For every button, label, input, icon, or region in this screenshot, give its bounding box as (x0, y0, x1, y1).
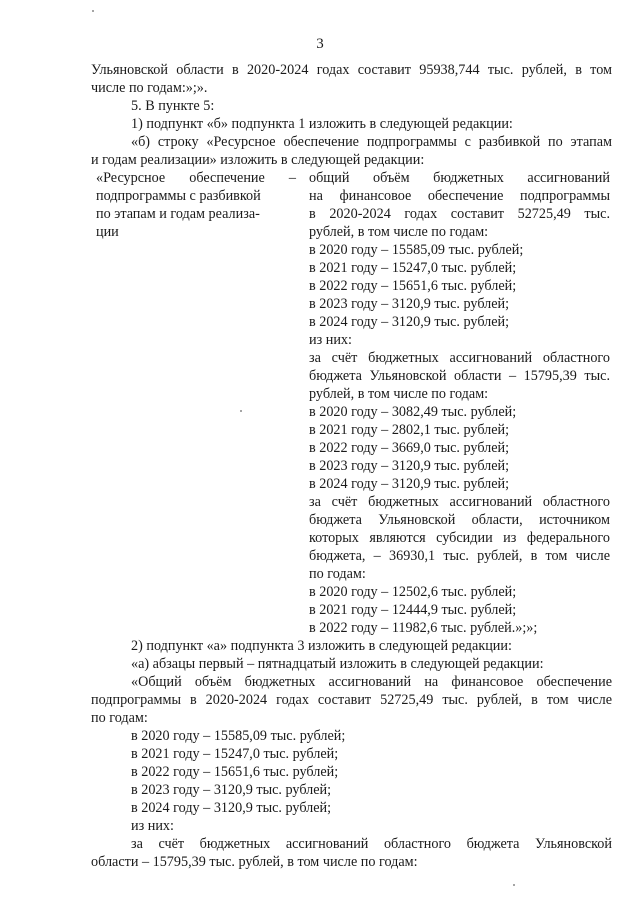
item-5-heading: 5. В пункте 5: (131, 98, 215, 114)
year-line: в 2021 году – 15247,0 тыс. рублей; (131, 746, 339, 762)
year-line: в 2020 году – 15585,09 тыс. рублей; (131, 728, 346, 744)
total-paragraph-line: «Общий объём бюджетных ассигнований на финансовое обеспечение (131, 674, 612, 690)
scan-speck (513, 884, 515, 886)
table-right-line: бюджета, – 36930,1 тыс. рублей, в том числе (309, 548, 610, 564)
of-them-label: из них: (131, 818, 174, 834)
table-right-line: на финансовое обеспечение подпрограммы (309, 188, 610, 204)
table-right-line: в 2024 году – 3120,9 тыс. рублей; (309, 476, 510, 492)
table-right-line: в 2022 году – 3669,0 тыс. рублей; (309, 440, 510, 456)
table-right-line: в 2020 году – 3082,49 тыс. рублей; (309, 404, 517, 420)
table-left-line: ции (96, 224, 119, 240)
table-right-line: в 2021 году – 2802,1 тыс. рублей; (309, 422, 510, 438)
table-right-line: по годам: (309, 566, 366, 582)
table-right-line: которых являются субсидии из федерального (309, 530, 610, 546)
table-right-line: в 2021 году – 12444,9 тыс. рублей; (309, 602, 517, 618)
subitem-2: 2) подпункт «а» подпункта 3 изложить в следующей редакции: (131, 638, 512, 654)
table-right-line: в 2024 году – 3120,9 тыс. рублей; (309, 314, 510, 330)
table-right-line: рублей, в том числе по годам: (309, 224, 489, 240)
table-right-line: в 2022 году – 15651,6 тыс. рублей; (309, 278, 517, 294)
final-paragraph-line: области – 15795,39 тыс. рублей, в том числе по годам: (91, 854, 418, 870)
table-right-line: в 2020-2024 годах составит 52725,49 тыс. (309, 206, 610, 222)
table-right-line: в 2021 году – 15247,0 тыс. рублей; (309, 260, 517, 276)
table-right-line: в 2020 году – 12502,6 тыс. рублей; (309, 584, 517, 600)
table-right-line: бюджета Ульяновской области, источником (309, 512, 610, 528)
table-left-line: «Ресурсное обеспечение – (96, 170, 296, 186)
table-right-line: бюджета Ульяновской области – 15795,39 тыс. (309, 368, 610, 384)
intro-line: числе по годам:»;». (91, 80, 208, 96)
subitem-b-line: «б) строку «Ресурсное обеспечение подпрограммы с разбивкой по этапам (131, 134, 612, 150)
table-right-line: общий объём бюджетных ассигнований (309, 170, 610, 186)
intro-line: Ульяновской области в 2020-2024 годах составит 95938,744 тыс. рублей, в том (91, 62, 612, 78)
total-paragraph-line: по годам: (91, 710, 148, 726)
year-line: в 2024 году – 3120,9 тыс. рублей; (131, 800, 332, 816)
table-right-line: за счёт бюджетных ассигнований областного (309, 350, 610, 366)
subitem-a: «а) абзацы первый – пятнадцатый изложить в следующей редакции: (131, 656, 544, 672)
subitem-b-line: и годам реализации» изложить в следующей редакции: (91, 152, 425, 168)
final-paragraph-line: за счёт бюджетных ассигнований областного бюджета Ульяновской (131, 836, 612, 852)
scan-speck (92, 10, 94, 12)
page-number: 3 (316, 36, 324, 52)
scan-speck (240, 410, 242, 412)
table-right-line: за счёт бюджетных ассигнований областного (309, 494, 610, 510)
table-right-line: из них: (309, 332, 352, 348)
table-right-line: в 2023 году – 3120,9 тыс. рублей; (309, 458, 510, 474)
table-right-line: в 2022 году – 11982,6 тыс. рублей.»;»; (309, 620, 538, 636)
table-left-line: по этапам и годам реализа- (96, 206, 260, 222)
table-left-line: подпрограммы с разбивкой (96, 188, 261, 204)
year-line: в 2023 году – 3120,9 тыс. рублей; (131, 782, 332, 798)
table-right-line: в 2020 году – 15585,09 тыс. рублей; (309, 242, 524, 258)
table-right-line: рублей, в том числе по годам: (309, 386, 489, 402)
subitem-1: 1) подпункт «б» подпункта 1 изложить в следующей редакции: (131, 116, 513, 132)
year-line: в 2022 году – 15651,6 тыс. рублей; (131, 764, 339, 780)
total-paragraph-line: подпрограммы в 2020-2024 годах составит 52725,49 тыс. рублей, в том числе (91, 692, 612, 708)
table-right-line: в 2023 году – 3120,9 тыс. рублей; (309, 296, 510, 312)
